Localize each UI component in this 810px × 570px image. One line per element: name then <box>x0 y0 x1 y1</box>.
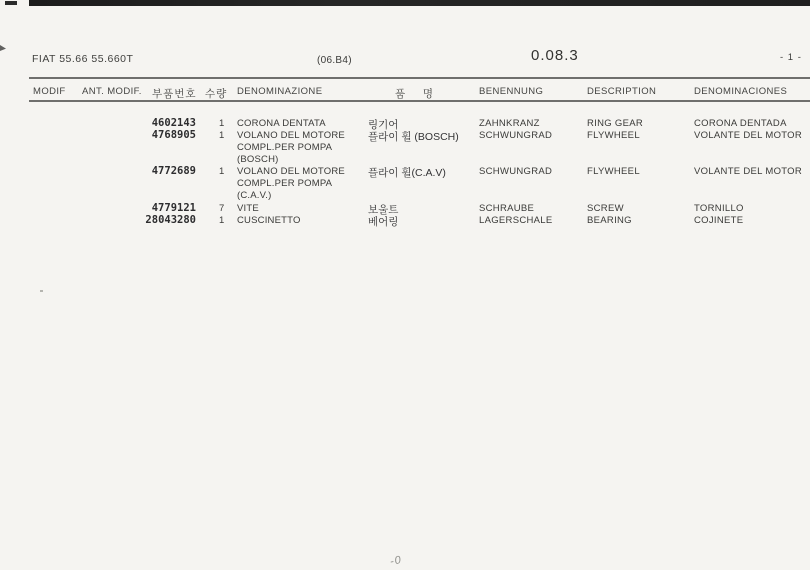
col-header-qty-kr: 수량 <box>205 88 228 100</box>
scan-speck <box>5 1 17 5</box>
table-row <box>0 165 810 201</box>
benennung: SCHWUNGRAD <box>479 130 553 141</box>
denominazione-line: VOLANO DEL MOTORE <box>237 166 345 177</box>
description: FLYWHEEL <box>587 130 640 141</box>
denominazione-line: CUSCINETTO <box>237 215 301 226</box>
part-number: 28043280 <box>145 214 196 226</box>
denominazione-line: COMPL.PER POMPA <box>237 178 333 189</box>
denominazione <box>237 118 326 130</box>
part-number: 4768905 <box>151 129 196 141</box>
denominazione-line: VITE <box>237 203 259 214</box>
denominazione-line: VOLANO DEL MOTORE <box>237 130 345 141</box>
benennung: SCHRAUBE <box>479 203 535 214</box>
scan-speck <box>0 45 6 51</box>
col-header-part-number-kr: 부품번호 <box>152 88 197 100</box>
table-code: 0.08.3 <box>531 47 579 64</box>
page-number: - 1 - <box>780 52 802 63</box>
table-row <box>0 129 810 165</box>
description: FLYWHEEL <box>587 166 640 177</box>
header-rule <box>29 77 810 79</box>
name-korean: 베어링 <box>368 216 399 228</box>
part-number: 4772689 <box>151 165 196 177</box>
denominaciones: COJINETE <box>694 215 744 226</box>
scan-edge-bar <box>29 0 810 6</box>
denominazione-line: COMPL.PER POMPA <box>237 142 333 153</box>
denominaciones: TORNILLO <box>694 203 744 214</box>
benennung: LAGERSCHALE <box>479 215 553 226</box>
benennung: SCHWUNGRAD <box>479 166 553 177</box>
col-header-name-kr: 품 명 <box>395 88 434 100</box>
part-number: 4779121 <box>151 202 196 214</box>
scan-bottom-mark: -0 <box>389 554 403 568</box>
description: RING GEAR <box>587 118 644 129</box>
denominazione <box>237 166 345 202</box>
denominazione <box>237 130 345 166</box>
denominazione-line: (C.A.V.) <box>237 190 272 201</box>
denominaciones: VOLANTE DEL MOTOR <box>694 130 803 141</box>
col-header-modif: MODIF <box>33 86 66 97</box>
col-header-denominaciones: DENOMINACIONES <box>694 86 788 97</box>
quantity: 7 <box>219 203 225 214</box>
quantity: 1 <box>219 166 225 177</box>
name-korean: 링기어 <box>368 119 399 131</box>
denominaciones: CORONA DENTADA <box>694 118 787 129</box>
denominaciones: VOLANTE DEL MOTOR <box>694 166 803 177</box>
denominazione-line: CORONA DENTATA <box>237 118 326 129</box>
scan-speck <box>40 290 43 292</box>
description: BEARING <box>587 215 632 226</box>
description: SCREW <box>587 203 624 214</box>
sheet-code: (06.B4) <box>317 55 352 66</box>
denominazione-line: (BOSCH) <box>237 154 279 165</box>
column-header-rule <box>29 100 810 102</box>
quantity: 1 <box>219 118 225 129</box>
name-korean: 플라이 휠 (BOSCH) <box>368 131 459 143</box>
denominazione <box>237 203 259 215</box>
denominazione <box>237 215 301 227</box>
name-korean: 플라이 휠(C.A.V) <box>368 167 446 179</box>
table-row <box>0 215 810 227</box>
col-header-ant-modif: ANT. MODIF. <box>82 86 142 97</box>
col-header-benennung: BENENNUNG <box>479 86 544 97</box>
quantity: 1 <box>219 215 225 226</box>
part-number: 4602143 <box>151 117 196 129</box>
model-title: FIAT 55.66 55.660T <box>32 53 134 65</box>
name-korean: 보울트 <box>368 204 399 216</box>
col-header-denominazione: DENOMINAZIONE <box>237 86 323 97</box>
benennung: ZAHNKRANZ <box>479 118 540 129</box>
quantity: 1 <box>219 130 225 141</box>
col-header-description: DESCRIPTION <box>587 86 657 97</box>
